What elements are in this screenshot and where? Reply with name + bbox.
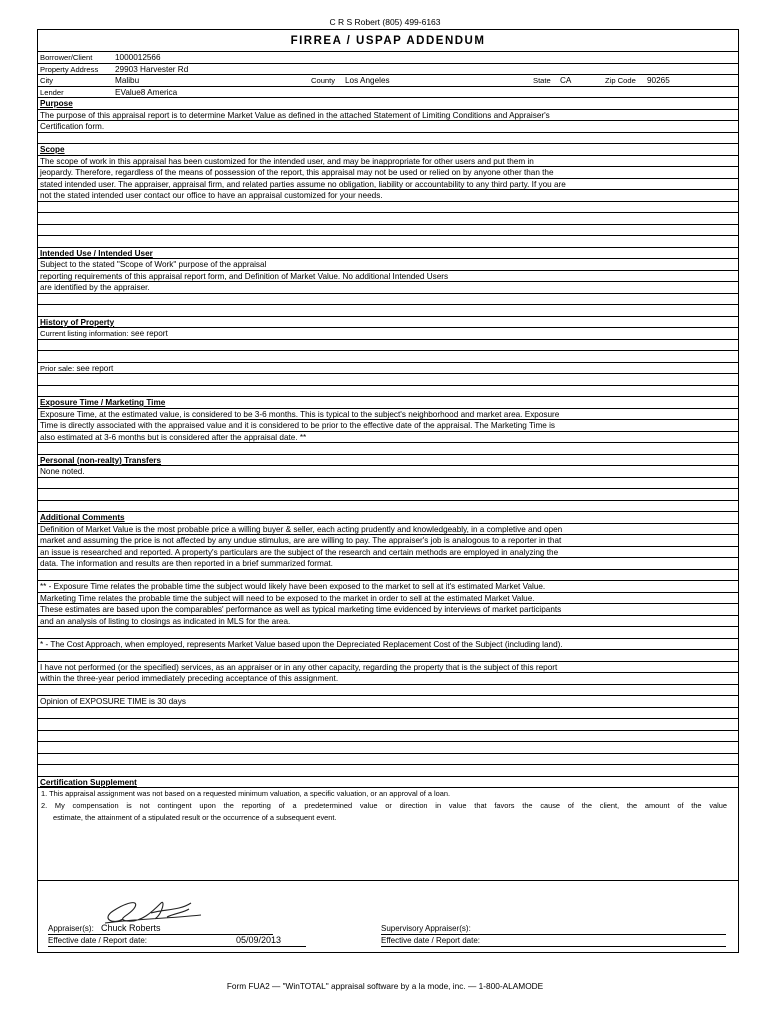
additional-comments-header: Additional Comments	[38, 512, 738, 524]
borrower-label: Borrower/Client	[40, 53, 93, 62]
appraiser-date-line	[48, 935, 306, 947]
purpose-header: Purpose	[38, 98, 738, 110]
blank-line	[38, 708, 738, 720]
blank-line	[38, 202, 738, 214]
appraiser-signature-line	[48, 923, 273, 935]
borrower-row	[38, 52, 738, 64]
additional-comment-line: within the three-year period immediately preceding acceptance of this assignment.	[38, 673, 738, 685]
supervisory-date-line	[381, 935, 726, 947]
county-label: County	[311, 76, 336, 85]
certification-item-2: 2. My compensation is not contingent upon the reporting of a predetermined value or direction in value that favors the cause of the client, the amount of the value	[41, 801, 727, 810]
appraiser-label: Appraiser(s):	[48, 924, 94, 933]
scope-line: stated intended user. The appraiser, appraisal firm, and related parties assume no obligation, liability or accountability to any third party. If you are	[38, 179, 738, 191]
signature-area	[38, 881, 738, 963]
city-label: City	[40, 76, 54, 85]
current-listing-value: see report	[128, 329, 168, 338]
current-listing-row	[38, 328, 738, 340]
supervisory-label: Supervisory Appraiser(s):	[381, 924, 471, 933]
blank-line	[38, 754, 738, 766]
scope-line: not the stated intended user contact our office to have an appraisal customized for your needs.	[38, 190, 738, 202]
property-value: 29903 Harvester Rd	[115, 64, 189, 74]
blank-line	[38, 305, 738, 317]
purpose-line: The purpose of this appraisal report is to determine Market Value as defined in the attached Statement of Limiting Conditions and Appraiser's	[38, 110, 738, 122]
form-title: FIRREA / USPAP ADDENDUM	[38, 30, 738, 52]
blank-line	[38, 501, 738, 513]
additional-comment-line: I have not performed (or the specified) services, as an appraiser or in any other capacity, regarding the property that is the subject of this report	[38, 662, 738, 674]
borrower-value: 1000012566	[115, 53, 161, 62]
form-footer: Form FUA2 — "WinTOTAL" appraisal software by a la mode, inc. — 1-800-ALAMODE	[226, 981, 544, 991]
blank-line	[38, 225, 738, 237]
blank-line	[38, 570, 738, 582]
zip-value: 90265	[647, 76, 670, 85]
supervisory-signature-line	[381, 923, 726, 935]
blank-line	[38, 340, 738, 352]
scope-line: The scope of work in this appraisal has been customized for the intended user, and may be inappropriate for other users and put them in	[38, 156, 738, 168]
appraiser-date-label: Effective date / Report date:	[48, 936, 148, 945]
addendum-form	[37, 29, 739, 953]
blank-line	[38, 236, 738, 248]
appraiser-header: C R S Robert (805) 499-6163	[329, 17, 441, 27]
blank-line	[38, 443, 738, 455]
blank-line	[38, 650, 738, 662]
intended-use-line: are identified by the appraiser.	[38, 282, 738, 294]
state-value: CA	[560, 76, 572, 85]
blank-line	[38, 374, 738, 386]
scope-header: Scope	[38, 144, 738, 156]
additional-comment-line: and an analysis of listing to closings as indicated in MLS for the area.	[38, 616, 738, 628]
intended-use-line: reporting requirements of this appraisal report form, and Definition of Market Value. No additional Intended Users	[38, 271, 738, 283]
lender-label: Lender	[40, 87, 64, 97]
certification-item-2-cont: estimate, the attainment of a stipulated result or the occurrence of a subsequent event.	[53, 812, 337, 822]
additional-comment-line: Opinion of EXPOSURE TIME is 30 days	[38, 696, 738, 708]
additional-comment-line: an issue is researched and reported. A property's particulars are the subject of the research and certain methods are employed in analyzing the	[38, 547, 738, 559]
blank-line	[38, 719, 738, 731]
additional-comments-body	[38, 524, 738, 766]
intended-use-line: Subject to the stated "Scope of Work" purpose of the appraisal	[38, 259, 738, 271]
blank-line	[38, 386, 738, 398]
prior-sale-row	[38, 363, 738, 375]
additional-comment-line: * - The Cost Approach, when employed, represents Market Value based upon the Depreciated Replacement Cost of the Subject (including land).	[38, 639, 738, 651]
exposure-line: Exposure Time, at the estimated value, is considered to be 3-6 months. This is typical to the subject's neighborhood and market area. Exposure	[38, 409, 738, 421]
additional-comment-line: Marketing Time relates the probable time the subject will need to be exposed to the market in order to sell at the estimated Market Value.	[38, 593, 738, 605]
blank-line	[38, 213, 738, 225]
current-listing-label: Current listing information:	[40, 329, 129, 338]
blank-line	[38, 478, 738, 490]
exposure-line: Time is directly associated with the appraised value and it is considered to be prior to the effective date of the appraisal. The Marketing Time is	[38, 420, 738, 432]
additional-comment-line: ** - Exposure Time relates the probable time the subject would likely have been exposed to the market to sell at it's estimated Market Value.	[38, 581, 738, 593]
blank-line	[38, 351, 738, 363]
personal-transfers-line: None noted.	[38, 466, 738, 478]
appraiser-date-value: 05/09/2013	[236, 935, 282, 945]
blank-line	[38, 294, 738, 306]
blank-line	[38, 731, 738, 743]
additional-comment-line: Definition of Market Value is the most probable price a willing buyer & seller, each acting prudently and knowledgeably, in a completive and open	[38, 524, 738, 536]
blank-line	[38, 627, 738, 639]
certification-body	[38, 788, 738, 881]
purpose-line: Certification form.	[38, 121, 738, 133]
appraiser-name: Chuck Roberts	[101, 923, 161, 933]
lender-value: EValue8 America	[115, 87, 178, 97]
intended-use-header: Intended Use / Intended User	[38, 248, 738, 260]
property-row	[38, 64, 738, 76]
certification-item-1: 1. This appraisal assignment was not based on a requested minimum valuation, a specific valuation, or an approval of a loan.	[41, 789, 451, 798]
lender-row	[38, 87, 738, 99]
additional-comment-line: market and assuming the price is not affected by any undue stimulus, are are willing to pay. The appraiser's job is analogous to a reporter in that	[38, 535, 738, 547]
personal-transfers-header: Personal (non-realty) Transfers	[38, 455, 738, 467]
scope-line: jeopardy. Therefore, regardless of the means of possession of the report, this appraisal may not be used or relied on by anyone other than the	[38, 167, 738, 179]
supervisory-date-label: Effective date / Report date:	[381, 936, 481, 945]
blank-line	[38, 133, 738, 145]
blank-line	[38, 765, 738, 777]
prior-sale-label: Prior sale:	[40, 363, 75, 373]
certification-header: Certification Supplement	[38, 777, 738, 789]
prior-sale-value: see report	[74, 363, 114, 373]
blank-line	[38, 489, 738, 501]
property-label: Property Address	[40, 64, 99, 74]
state-label: State	[533, 76, 551, 85]
blank-line	[38, 685, 738, 697]
exposure-line: also estimated at 3-6 months but is considered after the appraisal date. **	[38, 432, 738, 444]
history-header: History of Property	[38, 317, 738, 329]
city-row	[38, 75, 738, 87]
city-value: Malibu	[115, 76, 140, 85]
exposure-header: Exposure Time / Marketing Time	[38, 397, 738, 409]
county-value: Los Angeles	[345, 76, 390, 85]
additional-comment-line: data. The information and results are then reported in a brief summarized format.	[38, 558, 738, 570]
zip-label: Zip Code	[605, 76, 636, 85]
blank-line	[38, 742, 738, 754]
additional-comment-line: These estimates are based upon the comparables' performance as well as typical marketing time evidenced by interviews of market participants	[38, 604, 738, 616]
